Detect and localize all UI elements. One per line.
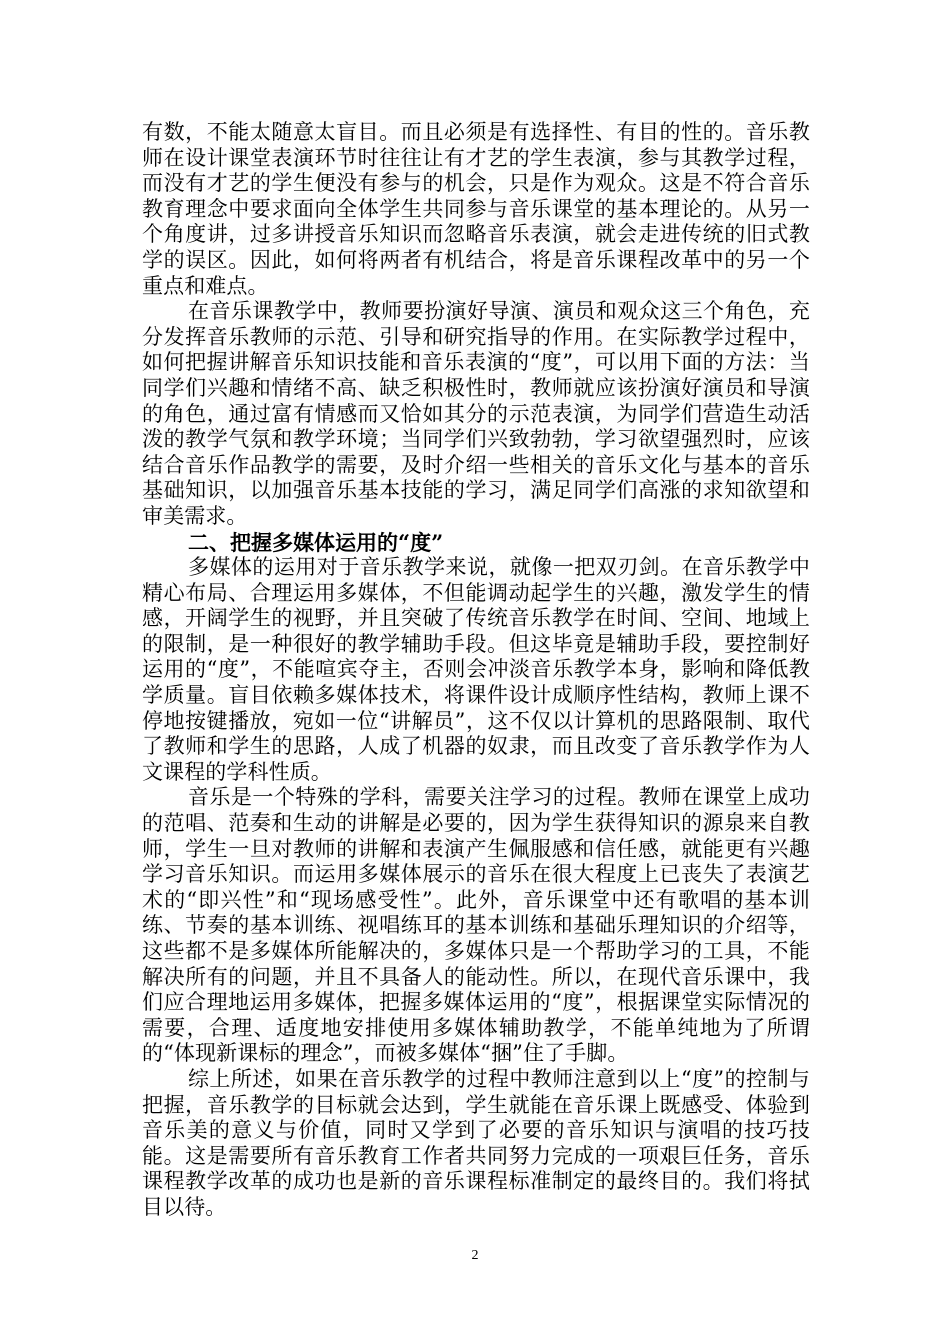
paragraph-teacher-roles: 在音乐课教学中，教师要扮演好导演、演员和观众这三个角色，充分发挥音乐教师的示范、引导和研究指导的作用。在实际教学过程中，如何把握讲解音乐知识技能和音乐表演的“度”，可以用下面的方法：当同学们兴趣和情绪不高、缺乏积极性时，教师就应该扮演好演员和导演的角色，通过富有情感而又恰如其分的示范表演，为同学们营造生动活泼的教学气氛和教学环境；当同学们兴致勃勃，学习欲望强烈时，应该结合音乐作品教学的需要，及时介绍一些相关的音乐文化与基本的音乐基础知识，以加强音乐基本技能的学习，满足同学们高涨的求知欲望和审美需求。 [142, 299, 810, 528]
paragraph-continuation: 有数，不能太随意太盲目。而且必须是有选择性、有目的性的。音乐教师在设计课堂表演环节时往往让有才艺的学生表演，参与其教学过程，而没有才艺的学生便没有参与的机会，只是作为观众。这是不符合音乐教育理念中要求面向全体学生共同参与音乐课堂的基本理论的。从另一个角度讲，过多讲授音乐知识而忽略音乐表演，就会走进传统的旧式教学的误区。因此，如何将两者有机结合，将是音乐课程改革中的另一个重点和难点。 [142, 120, 810, 298]
paragraph-conclusion: 综上所述，如果在音乐教学的过程中教师注意到以上“度”的控制与把握，音乐教学的目标就会达到，学生就能在音乐课上既感受、体验到音乐美的意义与价值，同时又学到了必要的音乐知识与演唱的技巧技能。这是需要所有音乐教育工作者共同努力完成的一项艰巨任务，音乐课程教学改革的成功也是新的音乐课程标准制定的最终目的。我们将拭目以待。 [142, 1066, 810, 1219]
section-heading: 二、把握多媒体运用的“度” [188, 529, 444, 555]
paragraph-multimedia: 多媒体的运用对于音乐教学来说，就像一把双刃剑。在音乐教学中精心布局、合理运用多媒体，不但能调动起学生的兴趣，激发学生的情感，开阔学生的视野，并且突破了传统音乐教学在时间、空间、地域上的限制，是一种很好的教学辅助手段。但这毕竟是辅助手段，要控制好运用的“度”，不能喧宾夺主，否则会冲淡音乐教学本身，影响和降低教学质量。盲目依赖多媒体技术，将课件设计成顺序性结构，教师上课不停地按键播放，宛如一位“讲解员”，这不仅以计算机的思路限制、取代了教师和学生的思路，人成了机器的奴隶，而且改变了音乐教学作为人文课程的学科性质。 [142, 555, 810, 784]
document-page [142, 120, 810, 1221]
page-number: 2 [471, 1248, 479, 1263]
paragraph-music-subject: 音乐是一个特殊的学科，需要关注学习的过程。教师在课堂上成功的范唱、范奏和生动的讲解是必要的，因为学生获得知识的源泉来自教师，学生一旦对教师的讲解和表演产生佩服感和信任感，就能更有兴趣学习音乐知识。而运用多媒体展示的音乐在很大程度上已丧失了表演艺术的“即兴性”和“现场感受性”。此外，音乐课堂中还有歌唱的基本训练、节奏的基本训练、视唱练耳的基本训练和基础乐理知识的介绍等，这些都不是多媒体所能解决的，多媒体只是一个帮助学习的工具，不能解决所有的问题，并且不具备人的能动性。所以，在现代音乐课中，我们应合理地运用多媒体，把握多媒体运用的“度”，根据课堂实际情况的需要，合理、适度地安排使用多媒体辅助教学，不能单纯地为了所谓的“体现新课标的理念”，而被多媒体“捆”住了手脚。 [142, 785, 810, 1066]
